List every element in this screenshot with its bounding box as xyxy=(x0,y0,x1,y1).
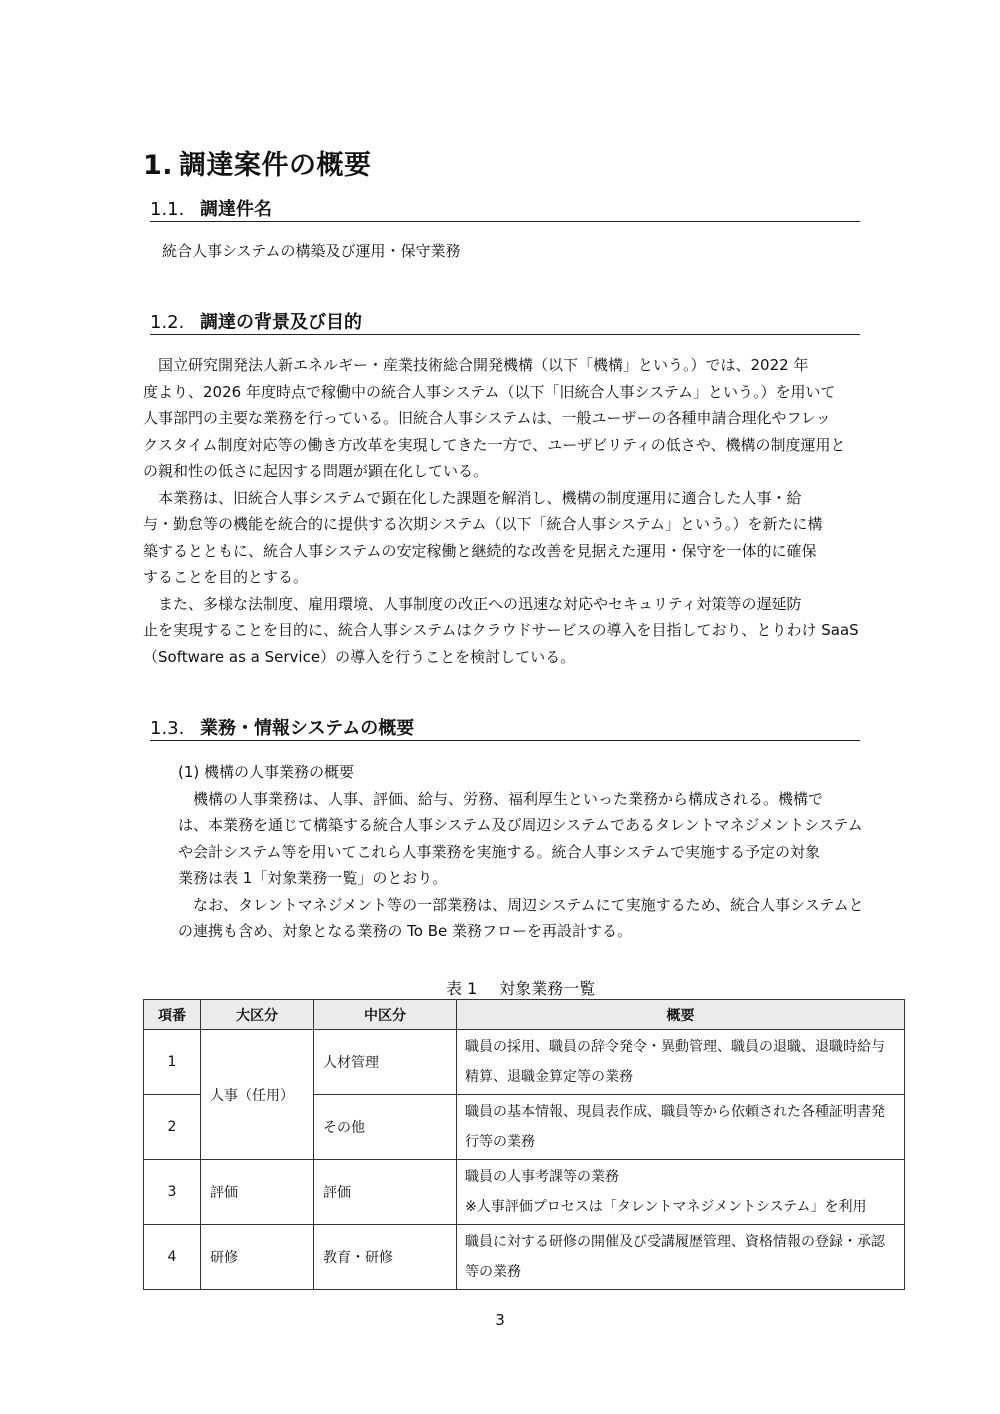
section-number: 1. xyxy=(143,150,174,181)
text-line: 度より、2026 年度時点で稼働中の統合人事システム（以下「旧統合人事システム」という。）を用いて xyxy=(143,382,836,401)
subsection-title: 業務・情報システムの概要 xyxy=(200,718,415,739)
cell-no: 2 xyxy=(144,1095,201,1160)
subsection-heading-1-2 xyxy=(150,308,860,335)
cell-major: 人事（任用） xyxy=(201,1030,314,1160)
header-no: 項番 xyxy=(144,1000,201,1030)
table-caption xyxy=(446,976,595,999)
cell-no: 1 xyxy=(144,1030,201,1095)
procurement-name: 統合人事システムの構築及び運用・保守業務 xyxy=(162,242,461,260)
subsection-title: 調達件名 xyxy=(200,199,272,220)
text-line: の連携も含め、対象となる業務の To Be 業務フローを再設計する。 xyxy=(178,922,633,940)
text-line: 止を実現することを目的に、統合人事システムはクラウドサービスの導入を目指しており、とりわけ SaaS xyxy=(143,621,859,639)
cell-summary: 職員に対する研修の開催及び受講履歴管理、資格情報の登録・承認 等の業務 xyxy=(457,1225,905,1290)
text-line: （Software as a Service）の導入を行うことを検討している。 xyxy=(143,647,576,666)
subsection-number: 1.3. xyxy=(150,718,185,739)
table-caption-title: 対象業務一覧 xyxy=(499,979,596,998)
text-line: することを目的とする。 xyxy=(143,568,309,586)
subsection-number: 1.1. xyxy=(150,199,185,220)
page-number: 3 xyxy=(495,1311,505,1329)
cell-summary: 職員の採用、職員の辞令発令・異動管理、職員の退職、退職時給与 精算、退職金算定等の業務 xyxy=(457,1030,905,1095)
cell-minor: その他 xyxy=(314,1095,457,1160)
text-line: なお、タレントマネジメント等の一部業務は、周辺システムにて実施するため、統合人事システムと xyxy=(178,895,864,914)
cell-major: 評価 xyxy=(201,1160,314,1225)
sub-heading: (1) 機構の人事業務の概要 xyxy=(178,763,355,781)
subsection-number: 1.2. xyxy=(150,312,185,333)
header-summary: 概要 xyxy=(457,1000,905,1030)
section-title: 調達案件の概要 xyxy=(179,150,372,181)
background-paragraph xyxy=(143,352,859,670)
text-line: 人事部門の主要な業務を行っている。旧統合人事システムは、一般ユーザーの各種申請合理化やフレッ xyxy=(143,409,831,427)
overview-paragraph xyxy=(178,759,864,945)
text-line: クスタイム制度対応等の働き方改革を実現してきた一方で、ユーザビリティの低さや、機構の制度運用と xyxy=(143,435,846,454)
cell-summary: 職員の基本情報、現員表作成、職員等から依頼された各種証明書発 行等の業務 xyxy=(457,1095,905,1160)
text-line: また、多様な法制度、雇用環境、人事制度の改正への迅速な対応やセキュリティ対策等の遅延防 xyxy=(143,594,802,613)
header-major: 大区分 xyxy=(201,1000,314,1030)
table-row xyxy=(144,1225,905,1290)
cell-summary: 職員の人事考課等の業務 ※人事評価プロセスは「タレントマネジメントシステム」を利用 xyxy=(457,1160,905,1225)
cell-major: 研修 xyxy=(201,1225,314,1290)
subsection-heading-1-3 xyxy=(150,714,860,741)
text-line: 機構の人事業務は、人事、評価、給与、労務、福利厚生といった業務から構成される。機構で xyxy=(178,789,824,808)
table-header-row xyxy=(144,1000,905,1030)
target-business-table xyxy=(143,999,905,1290)
header-minor: 中区分 xyxy=(314,1000,457,1030)
cell-minor: 評価 xyxy=(314,1160,457,1225)
text-line: 本業務は、旧統合人事システムで顕在化した課題を解消し、機構の制度運用に適合した人事・給 xyxy=(143,488,802,507)
text-line: 業務は表 1「対象業務一覧」のとおり。 xyxy=(178,869,448,887)
cell-no: 3 xyxy=(144,1160,201,1225)
text-line: 与・勤怠等の機能を統合的に提供する次期システム（以下「統合人事システム」という。）を新たに構 xyxy=(143,515,823,533)
cell-no: 4 xyxy=(144,1225,201,1290)
cell-minor: 人材管理 xyxy=(314,1030,457,1095)
table-row xyxy=(144,1030,905,1095)
text-line: は、本業務を通じて構築する統合人事システム及び周辺システムであるタレントマネジメントシステム xyxy=(178,816,863,834)
text-line: 国立研究開発法人新エネルギー・産業技術総合開発機構（以下「機構」という。）では、2022 年 xyxy=(143,356,809,374)
subsection-heading-1-1 xyxy=(150,195,860,222)
section-heading-1 xyxy=(143,143,372,182)
subsection-title: 調達の背景及び目的 xyxy=(200,312,362,333)
text-line: 築するとともに、統合人事システムの安定稼働と継続的な改善を見据えた運用・保守を一体的に確保 xyxy=(143,541,817,560)
text-line: や会計システム等を用いてこれら人事業務を実施する。統合人事システムで実施する予定の対象 xyxy=(178,842,821,861)
table-row xyxy=(144,1160,905,1225)
cell-minor: 教育・研修 xyxy=(314,1225,457,1290)
text-line: の親和性の低さに起因する問題が顕在化している。 xyxy=(143,462,489,480)
table-caption-label: 表 1 xyxy=(446,979,478,998)
